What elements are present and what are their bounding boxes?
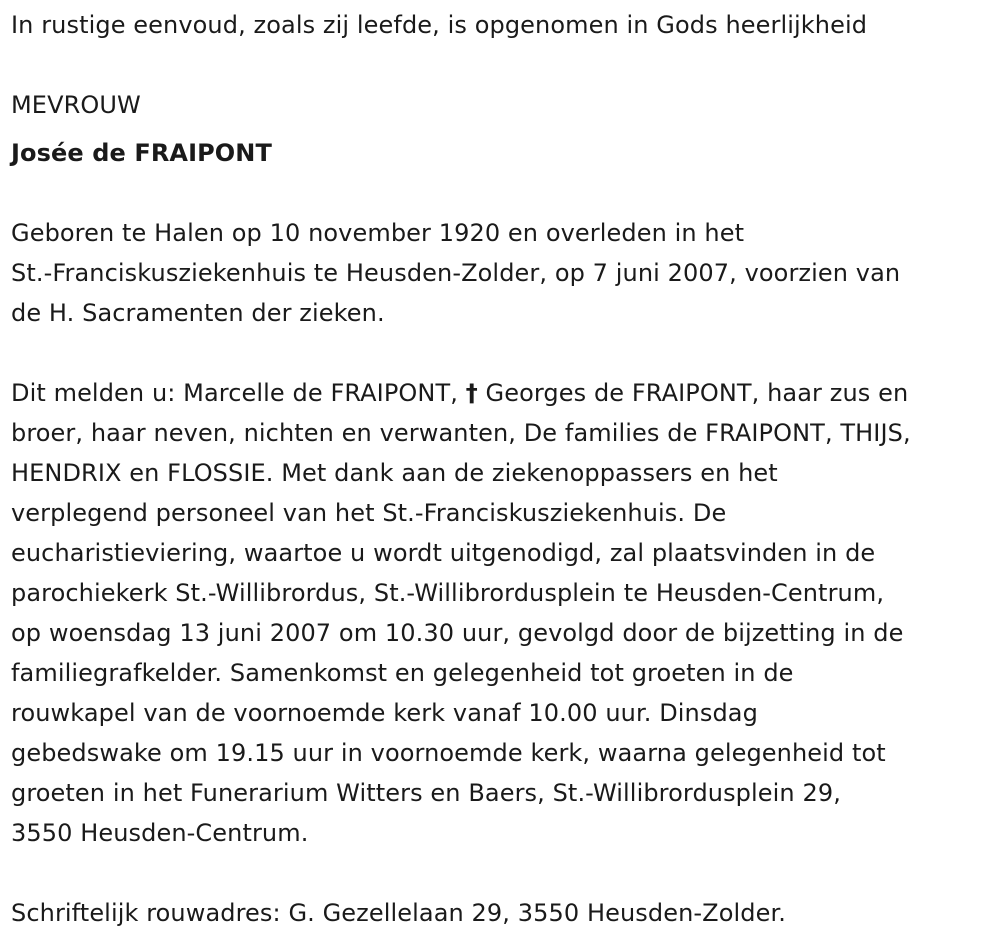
announcement-line: parochiekerk St.-Willibrordus, St.-Willibrordusplein te Heusden-Centrum, <box>11 579 885 607</box>
announcement-line: groeten in het Funerarium Witters en Baers, St.-Willibrordusplein 29, <box>11 779 841 807</box>
announcement-line <box>11 373 908 413</box>
announcement-line: broer, haar neven, nichten en verwanten, De families de FRAIPONT, THIJS, <box>11 419 911 447</box>
birth-line: de H. Sacramenten der zieken. <box>11 299 385 327</box>
cross-icon: † <box>465 379 478 407</box>
title-prefix: MEVROUW <box>11 91 141 119</box>
announcement-line: eucharistieviering, waartoe u wordt uitgenodigd, zal plaatsvinden in de <box>11 539 876 567</box>
birth-line: St.-Franciskusziekenhuis te Heusden-Zolder, op 7 juni 2007, voorzien van <box>11 259 901 287</box>
announcement-line: verplegend personeel van het St.-Franciskusziekenhuis. De <box>11 499 727 527</box>
announcement-line: rouwkapel van de voornoemde kerk vanaf 10.00 uur. Dinsdag <box>11 699 758 727</box>
deceased-name: Josée de FRAIPONT <box>11 139 272 167</box>
announcement-text: Georges de FRAIPONT, haar zus en <box>485 379 909 407</box>
announcement-line: 3550 Heusden-Centrum. <box>11 819 309 847</box>
birth-line: Geboren te Halen op 10 november 1920 en overleden in het <box>11 219 745 247</box>
announcement-line: familiegrafkelder. Samenkomst en gelegenheid tot groeten in de <box>11 659 794 687</box>
announcement-line: HENDRIX en FLOSSIE. Met dank aan de ziekenoppassers en het <box>11 459 778 487</box>
intro-line: In rustige eenvoud, zoals zij leefde, is opgenomen in Gods heerlijkheid <box>11 11 868 39</box>
announcement-line: op woensdag 13 juni 2007 om 10.30 uur, gevolgd door de bijzetting in de <box>11 619 904 647</box>
mourning-address: Schriftelijk rouwadres: G. Gezellelaan 29, 3550 Heusden-Zolder. <box>11 899 786 927</box>
announcement-line: gebedswake om 19.15 uur in voornoemde kerk, waarna gelegenheid tot <box>11 739 886 767</box>
announcement-text: Dit melden u: Marcelle de FRAIPONT, <box>11 379 458 407</box>
